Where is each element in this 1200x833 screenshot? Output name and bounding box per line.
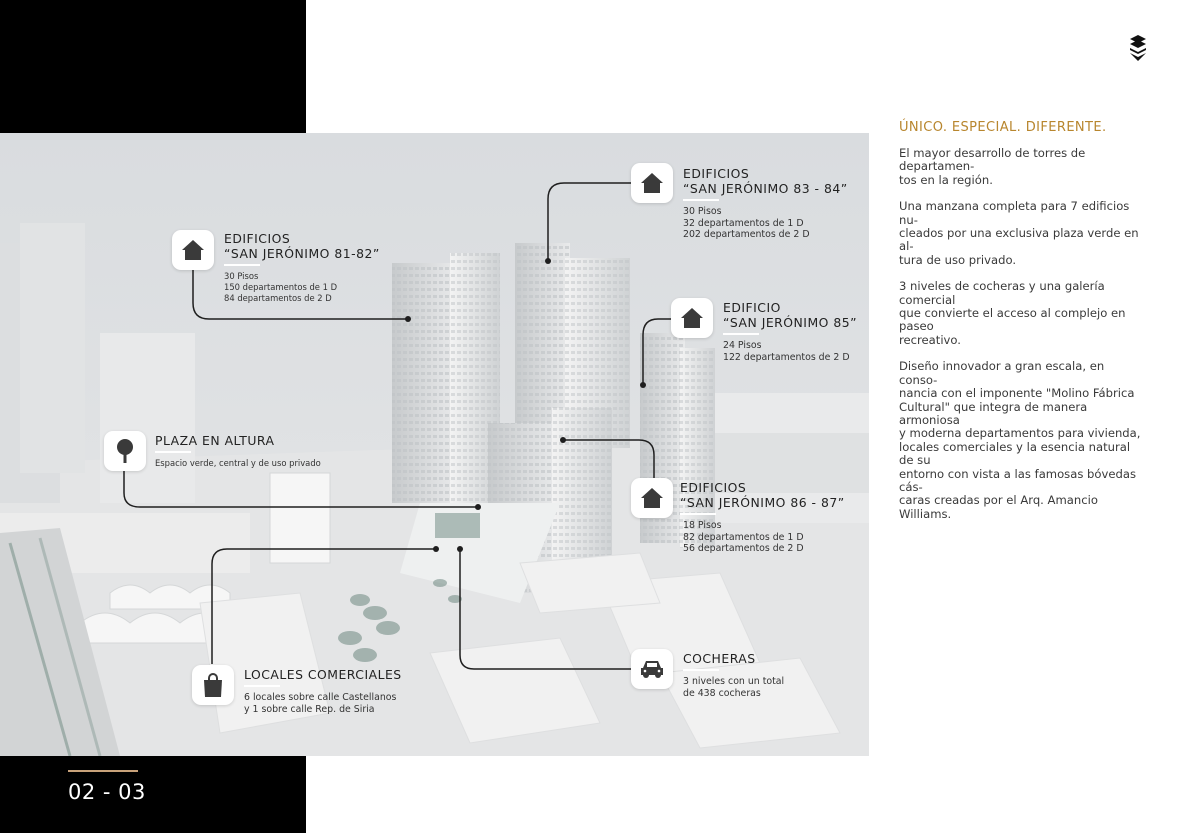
callout-icon-box-sj8687 [631,478,673,518]
callout-plaza [155,433,355,469]
callout-title: PLAZA EN ALTURA [155,433,275,448]
black-top-band [0,0,306,133]
tree-icon [114,438,136,464]
callout-underline [244,685,280,687]
callout-title: EDIFICIO “SAN JERÓNIMO 85” [723,300,858,330]
callout-underline [683,669,719,671]
callout-icon-box-plaza [104,431,146,471]
house-icon [181,239,205,261]
house-icon [640,172,664,194]
callout-details: 30 Pisos 32 departamentos de 1 D 202 departamentos de 2 D [683,206,810,240]
callout-sj8182 [224,231,424,304]
callout-details: 6 locales sobre calle Castellanos y 1 sobre calle Rep. de Siria [244,692,397,715]
callout-title: EDIFICIOS “SAN JERÓNIMO 86 - 87” [680,480,845,510]
panel-paragraph: 3 niveles de cocheras y una galería comercial que convierte el acceso al complejo en paseo recreativo. [899,279,1126,347]
car-icon [639,659,665,679]
callout-icon-box-locales [192,665,234,705]
callout-icon-box-sj8384 [631,163,673,203]
callout-details: 24 Pisos 122 departamentos de 2 D [723,340,850,363]
panel-paragraph: Diseño innovador a gran escala, en conso- nancia con el imponente "Molino Fábrica Cultural" que integra de manera armoniosa y moderna departamentos para vivienda, locales comerciales y la esencia natural de su entorno con vista a las famosas bóvedas cás- caras creadas por el Arq. Amancio Williams. [899,359,1141,521]
callout-title: EDIFICIOS “SAN JERÓNIMO 83 - 84” [683,166,848,196]
callout-cocheras [683,651,823,699]
house-icon [680,307,704,329]
callout-underline [683,199,719,201]
callout-title: EDIFICIOS “SAN JERÓNIMO 81-82” [224,231,380,261]
callout-title: LOCALES COMERCIALES [244,667,402,682]
black-bottom-band [0,756,306,833]
page-number-rule [68,770,138,772]
callout-title: COCHERAS [683,651,756,666]
description-panel [899,120,1143,534]
callout-icon-box-sj8182 [172,230,214,270]
callout-icon-box-cocheras [631,649,673,689]
callout-details: 18 Pisos 82 departamentos de 1 D 56 departamentos de 2 D [683,520,804,554]
callout-underline [680,513,716,515]
callout-underline [155,451,191,453]
callout-icon-box-sj85 [671,298,713,338]
callout-details: 30 Pisos 150 departamentos de 1 D 84 departamentos de 2 D [224,271,338,303]
callout-underline [723,333,759,335]
shopping-bag-icon [202,672,224,698]
panel-paragraph: Una manzana completa para 7 edificios nu- cleados por una exclusiva plaza verde en al- tura de uso privado. [899,199,1139,267]
panel-title: ÚNICO. ESPECIAL. DIFERENTE. [899,120,1107,135]
house-icon [640,487,664,509]
callout-locales [244,667,414,715]
callout-details: Espacio verde, central y de uso privado [155,458,321,468]
callout-sj8687 [680,480,855,555]
callout-sj85 [723,300,863,363]
callout-details: 3 niveles con un total de 438 cocheras [683,676,785,699]
panel-paragraph: El mayor desarrollo de torres de departamen- tos en la región. [899,146,1086,187]
callout-sj8384 [683,166,853,241]
page-number: 02 - 03 [68,780,146,804]
callout-underline [224,264,260,266]
stacked-layers-icon [1128,35,1148,61]
